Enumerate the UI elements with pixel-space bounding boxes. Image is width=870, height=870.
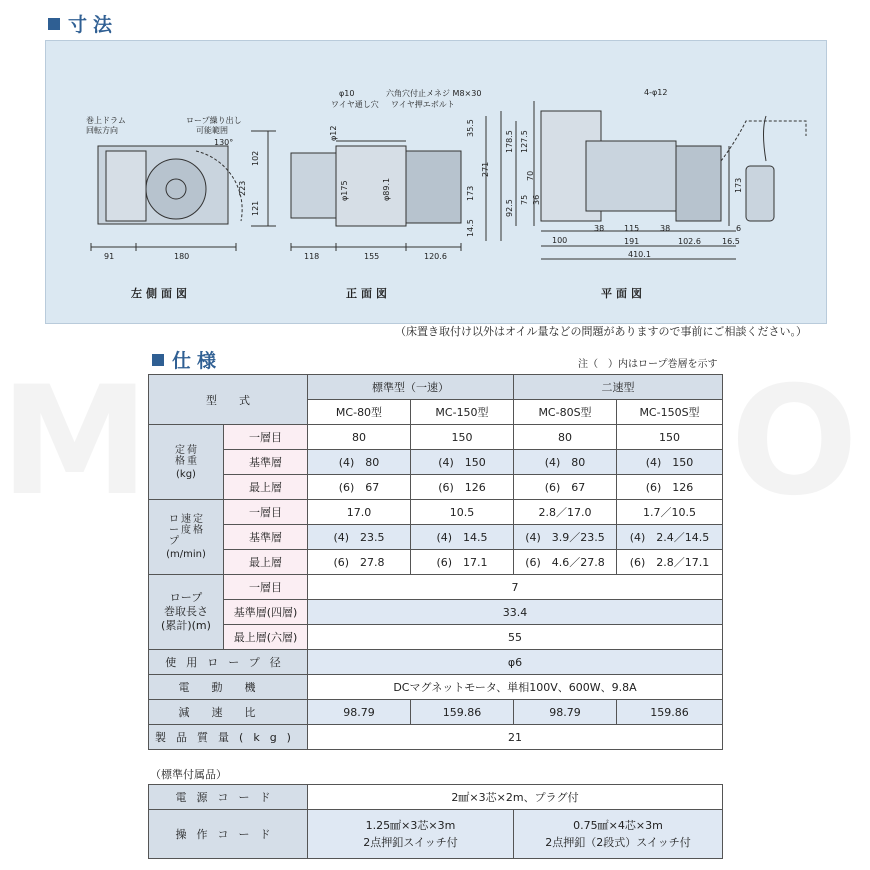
group-standard: 標準型（一速） [308,375,514,400]
layer-label: 一層目 [224,575,308,600]
dim-label: 36 [532,194,541,205]
power-cord-label: 電源コード [149,785,308,810]
dim-label: 271 [481,161,490,177]
spec-cell: (4) 2.4／14.5 [617,525,723,550]
front-view-title: 正面図 [346,287,391,300]
reduction-ratio-label: 減速比 [149,700,308,725]
dim-label: 180 [174,252,190,261]
spec-cell: (4) 150 [617,450,723,475]
spec-cell: (6) 67 [514,475,617,500]
spec-cell: φ6 [308,650,723,675]
spec-cell: (6) 17.1 [411,550,514,575]
spec-cell: (4) 150 [411,450,514,475]
dim-label: 六角穴付止メネジ M8×30 [386,89,482,98]
dim-label: 可能範囲 [196,126,228,135]
spec-cell: 2.8／17.0 [514,500,617,525]
plan-view-title: 平面図 [601,287,646,300]
dim-label: 38 [594,224,605,233]
model-name: MC-150型 [411,400,514,425]
spec-cell: 10.5 [411,500,514,525]
dimension-drawings-panel [45,40,827,324]
spec-cell: (6) 2.8／17.1 [617,550,723,575]
dim-label: 14.5 [466,219,475,237]
spec-table [148,374,723,750]
control-cord-label: 操作コード [149,810,308,859]
dim-label: ワイヤ押エボルト [391,100,455,109]
spec-cell: 80 [514,425,617,450]
dim-label: 102 [251,150,260,166]
dim-label: 191 [624,237,640,246]
dimension-drawings [46,41,826,323]
spec-note: 注（ ）内はロープ巻層を示す [578,359,718,370]
spec-cell: 17.0 [308,500,411,525]
length-label: ロープ 巻取長さ (累計)(m) [149,575,224,650]
layer-label: 一層目 [224,425,308,450]
spec-cell: DCマグネットモータ、単相100V、600W、9.8A [308,675,723,700]
spec-heading: 仕様 [152,346,222,373]
dim-label: 155 [364,252,380,261]
dim-label: 115 [624,224,640,233]
spec-cell: 7 [308,575,723,600]
load-label: 定格荷重 (kg) [149,425,224,500]
layer-label: 最上層(六層) [224,625,308,650]
dim-label: 6 [736,224,742,233]
control-cord-value-2: 0.75㎟×4芯×3m 2点押釦（2段式）スイッチ付 [514,810,723,859]
spec-cell: 150 [617,425,723,450]
dim-label: 173 [734,177,743,193]
spec-cell: 98.79 [308,700,411,725]
spec-cell: (4) 23.5 [308,525,411,550]
layer-label: 最上層 [224,475,308,500]
model-name: MC-80型 [308,400,411,425]
left-view-title: 左側面図 [131,287,191,300]
accessories-label: （標準付属品） [150,768,227,781]
spec-cell: 33.4 [308,600,723,625]
spec-cell: 150 [411,425,514,450]
dimensions-heading: 寸法 [48,10,118,37]
spec-cell: (6) 27.8 [308,550,411,575]
dim-label: 130° [214,138,234,147]
layer-label: 基準層 [224,525,308,550]
power-cord-value: 2㎟×3芯×2m、プラグ付 [308,785,723,810]
motor-label: 電動機 [149,675,308,700]
dim-label: 38 [660,224,671,233]
spec-cell: (4) 80 [308,450,411,475]
dim-label: 35.5 [466,119,475,137]
dim-label: ワイヤ通し穴 [331,100,379,109]
model-header: 型 式 [149,375,308,425]
dim-label: φ175 [340,180,349,201]
dim-label: 巻上ドラム [86,116,126,125]
group-two-speed: 二速型 [514,375,723,400]
dim-label: 92.5 [505,199,514,217]
dim-label: 4-φ12 [644,88,668,97]
spec-cell: 80 [308,425,411,450]
dim-label: 121 [251,200,260,216]
layer-label: 一層目 [224,500,308,525]
spec-cell: (6) 126 [411,475,514,500]
spec-cell: 98.79 [514,700,617,725]
dim-label: 100 [552,236,568,245]
spec-cell: (6) 67 [308,475,411,500]
dim-label: 223 [238,180,247,196]
dim-label: 173 [466,185,475,201]
dim-label: ロープ繰り出し [186,116,242,125]
model-name: MC-150S型 [617,400,723,425]
dim-label: 178.5 [505,130,514,153]
dim-label: φ12 [329,125,338,141]
spec-cell: (4) 80 [514,450,617,475]
weight-label: 製品質量(kg) [149,725,308,750]
spec-cell: (4) 3.9／23.5 [514,525,617,550]
control-cord-value-1: 1.25㎟×3芯×3m 2点押釦スイッチ付 [308,810,514,859]
spec-cell: 55 [308,625,723,650]
spec-cell: (4) 14.5 [411,525,514,550]
accessories-table [148,784,723,859]
spec-cell: (6) 126 [617,475,723,500]
dim-label: 118 [304,252,320,261]
dim-label: φ89.1 [382,177,391,201]
rope-diameter-label: 使用ロープ径 [149,650,308,675]
dim-label: 120.6 [424,252,447,261]
layer-label: 基準層 [224,450,308,475]
dim-label: 70 [526,170,535,181]
dim-label: 410.1 [628,250,651,259]
spec-cell: (6) 4.6／27.8 [514,550,617,575]
dim-label: 16.5 [722,237,740,246]
speed-label: ロープ速度定格 (m/min) [149,500,224,575]
left-side-view-drawing [91,131,276,251]
dim-label: 102.6 [678,237,701,246]
spec-cell: 159.86 [617,700,723,725]
dim-label: 回転方向 [86,126,118,135]
dim-label: 75 [520,194,529,205]
layer-label: 最上層 [224,550,308,575]
spec-cell: 1.7／10.5 [617,500,723,525]
dim-label: 91 [104,252,115,261]
spec-cell: 159.86 [411,700,514,725]
model-name: MC-80S型 [514,400,617,425]
layer-label: 基準層(四層) [224,600,308,625]
consult-note: （床置き取付け以外はオイル量などの問題がありますので事前にご相談ください。） [395,325,807,338]
dim-label: φ10 [339,89,355,98]
spec-cell: 21 [308,725,723,750]
dim-label: 127.5 [520,130,529,153]
